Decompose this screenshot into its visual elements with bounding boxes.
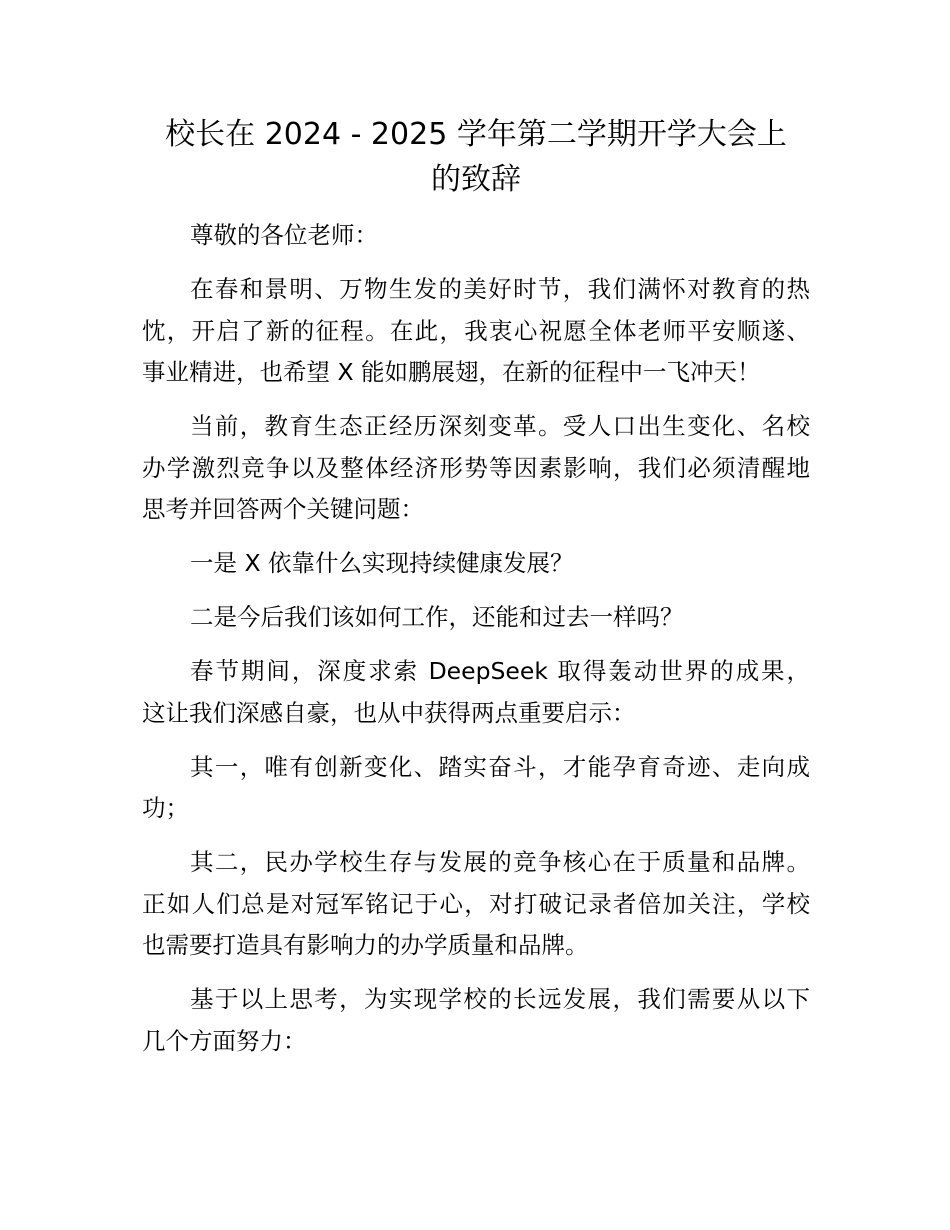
paragraph [142, 543, 810, 585]
paragraph [142, 269, 810, 394]
paragraph-line: 正如人们总是对冠军铭记于心，对打破记录者倍加关注，学校 [142, 889, 810, 918]
paragraph-line: 当前，教育生态正经历深刻变革。受人口出生变化、名校 [190, 412, 810, 440]
paragraph-line: 一是 X 依靠什么实现持续健康发展？ [190, 549, 574, 577]
paragraph-line: 基于以上思考，为实现学校的长远发展，我们需要从以下 [190, 985, 810, 1013]
paragraph [142, 651, 810, 734]
paragraph [142, 979, 810, 1062]
title-line: 的致辞 [431, 162, 521, 197]
paragraph-line: 在春和景明、万物生发的美好时节，我们满怀对教育的热 [190, 275, 810, 303]
paragraph [142, 842, 810, 967]
paragraph-line: 春节期间，深度求索 DeepSeek 取得轰动世界的成果， [190, 657, 810, 685]
document-title [142, 112, 810, 202]
paragraph-line: 事业精进，也希望 X 能如鹏展翅，在新的征程中一飞冲天！ [142, 358, 761, 386]
paragraph-line: 办学激烈竞争以及整体经济形势等因素影响，我们必须清醒地 [142, 453, 810, 482]
paragraph-line: 几个方面努力： [142, 1026, 307, 1055]
paragraph-line: 其一，唯有创新变化、踏实奋斗，才能孕育奇迹、走向成 [190, 752, 810, 781]
document-page [142, 112, 810, 1075]
paragraph-line: 其二，民办学校生存与发展的竞争核心在于质量和品牌。 [190, 848, 810, 876]
document-body [142, 215, 810, 1062]
title-line: 校长在 2024 - 2025 学年第二学期开学大会上 [165, 117, 787, 152]
paragraph-line: 也需要打造具有影响力的办学质量和品牌。 [142, 931, 589, 959]
paragraph-line: 功； [142, 794, 189, 822]
paragraph-line: 二是今后我们该如何工作，还能和过去一样吗？ [190, 603, 684, 631]
paragraph-line: 忱，开启了新的征程。在此，我衷心祝愿全体老师平安顺遂、 [142, 316, 810, 345]
paragraph-line: 尊敬的各位老师： [190, 221, 378, 249]
paragraph [142, 406, 810, 531]
paragraph [142, 597, 810, 639]
paragraph [142, 747, 810, 830]
paragraph [142, 215, 810, 257]
paragraph-line: 思考并回答两个关键问题： [142, 495, 424, 523]
paragraph-line: 这让我们深感自豪，也从中获得两点重要启示： [142, 698, 636, 727]
